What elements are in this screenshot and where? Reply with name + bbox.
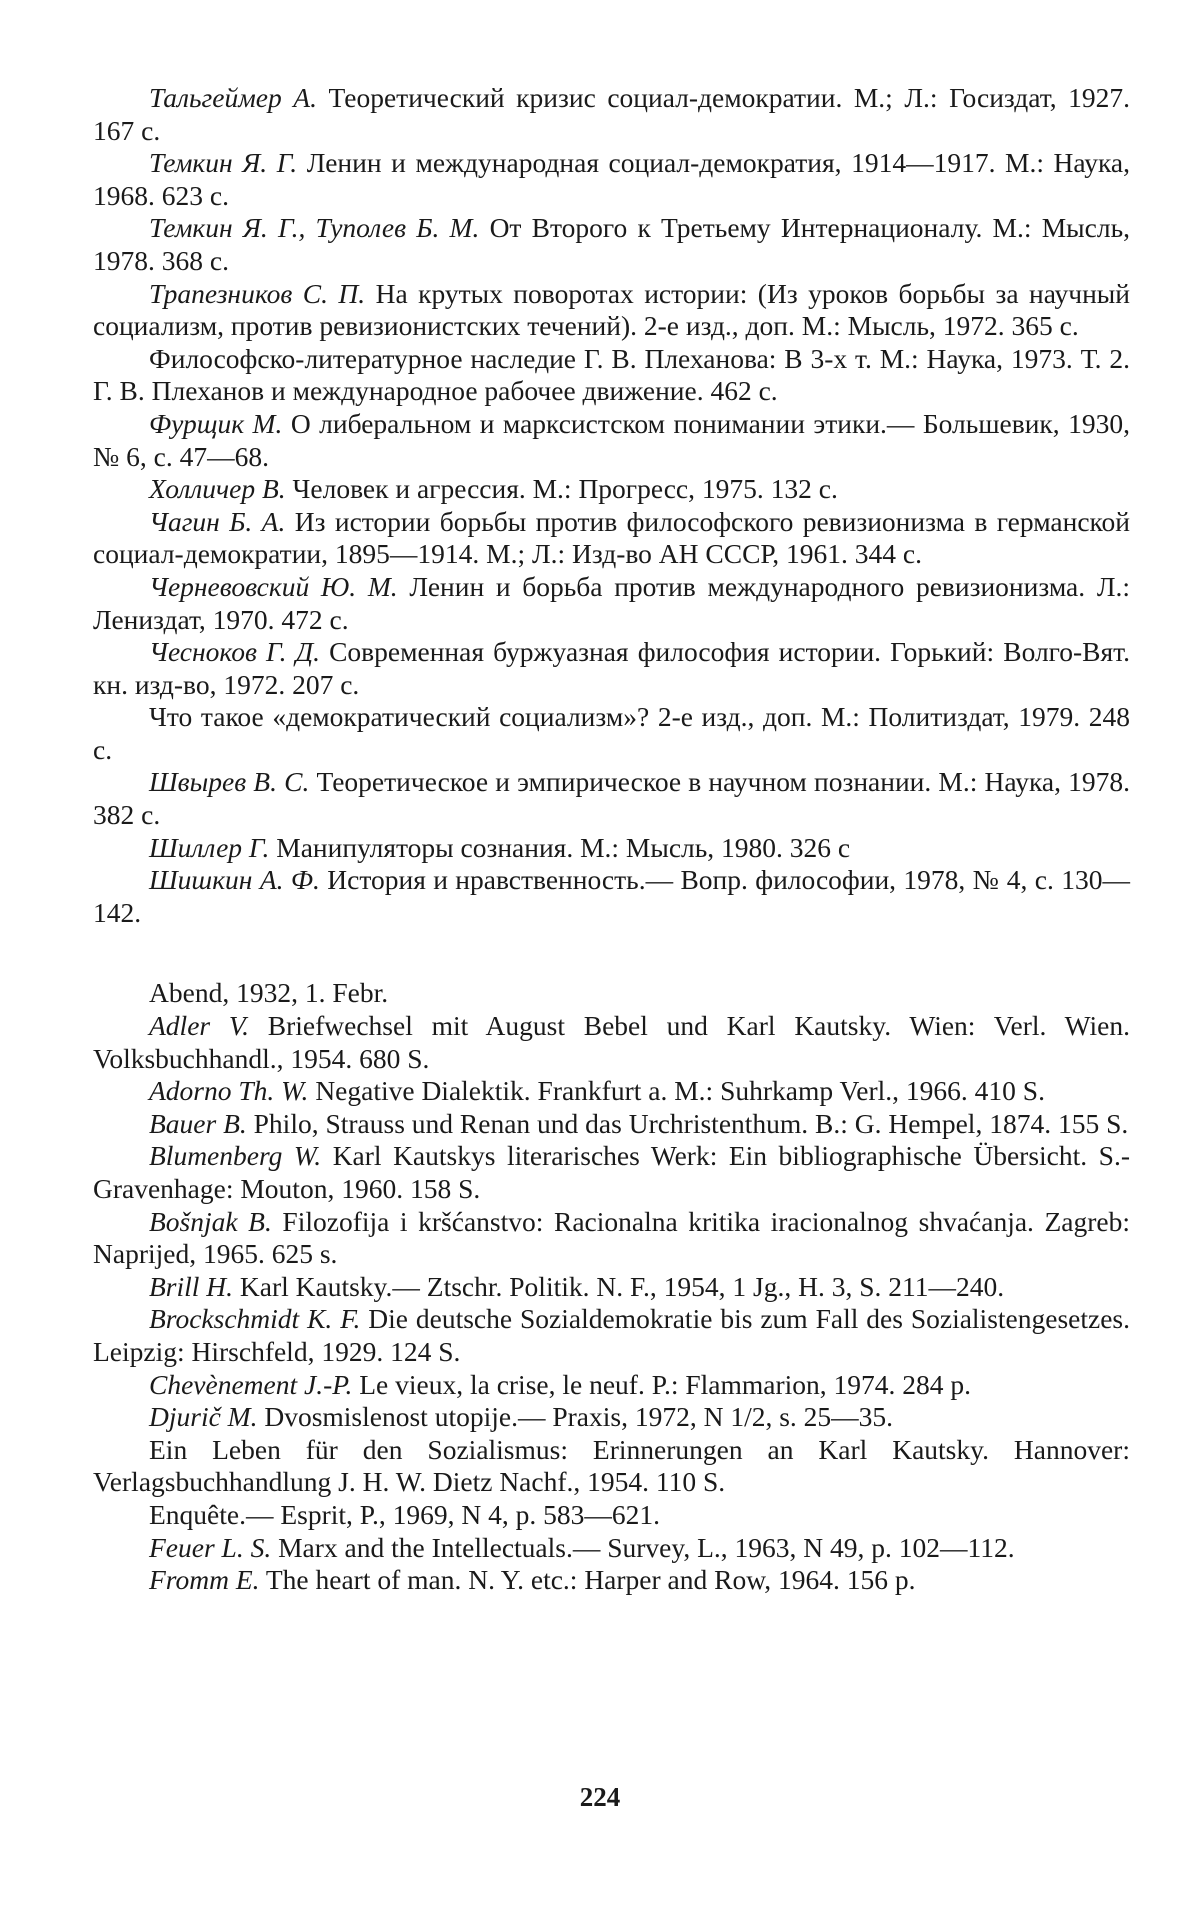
entry-author: Brill H. bbox=[149, 1270, 234, 1302]
entry-text: На крутых поворотах истории: (Из уроков борьбы за научный социализм, против ревизионистских течений). 2-е изд., доп. М.: Мысль, 1972. 365 с. bbox=[93, 277, 1130, 342]
reference-entry bbox=[93, 212, 1130, 277]
entry-author: Шишкин А. Ф. bbox=[149, 864, 320, 896]
entry-text: The heart of man. N. Y. etc.: Harper and Row, 1964. 156 p. bbox=[259, 1564, 916, 1596]
reference-entry bbox=[93, 832, 1130, 865]
entry-text: Что такое «демократический социализм»? 2-е изд., доп. М.: Политиздат, 1979. 248 с. bbox=[93, 701, 1130, 765]
entry-text: Filozofija i kršćanstvo: Racionalna kritika iracionalnog shvaćanja. Zagreb: Naprijed, 1965. 625 s. bbox=[93, 1205, 1131, 1270]
reference-entry bbox=[93, 571, 1130, 636]
entry-text: Современная буржуазная философия истории. Горький: Волго-Вят. кн. изд-во, 1972. 207 с. bbox=[93, 636, 1130, 700]
entry-author: Чагин Б. А. bbox=[149, 505, 286, 537]
entry-author: Темкин Я. Г., Туполев Б. М. bbox=[149, 212, 480, 244]
entry-text: Enquête.— Esprit, P., 1969, N 4, p. 583—621. bbox=[149, 1498, 661, 1530]
reference-entry bbox=[93, 977, 1130, 1010]
entry-text: Karl Kautskys literarisches Werk: Ein bibliographische Übersicht. S.-Gravenhage: Mouton, 1960. 158 S. bbox=[93, 1140, 1130, 1204]
entry-text: Karl Kautsky.— Ztschr. Politik. N. F., 1954, 1 Jg., H. 3, S. 211—240. bbox=[233, 1270, 1005, 1302]
reference-entry bbox=[93, 1499, 1130, 1532]
reference-entry bbox=[93, 1434, 1130, 1499]
foreign-references bbox=[93, 977, 1130, 1596]
entry-author: Adler V. bbox=[149, 1010, 249, 1042]
entry-author: Темкин Я. Г. bbox=[149, 147, 298, 179]
reference-entry bbox=[93, 1303, 1130, 1368]
reference-entry bbox=[93, 1401, 1130, 1434]
entry-text: Манипуляторы сознания. М.: Мысль, 1980. 326 с bbox=[269, 831, 851, 863]
reference-entry bbox=[93, 408, 1130, 473]
reference-entry bbox=[93, 864, 1130, 929]
entry-author: Трапезников С. П. bbox=[149, 277, 366, 309]
entry-text: Die deutsche Sozialdemokratie bis zum Fall des Sozialistengesetzes. Leipzig: Hirschfeld, 1929. 124 S. bbox=[93, 1303, 1130, 1367]
entry-text: Философско-литературное наследие Г. В. Плеханова: В 3-х т. М.: Наука, 1973. Т. 2. Г. В. Плеханов и международное рабочее движение. 462 с. bbox=[93, 342, 1130, 407]
entry-author: Черневовский Ю. М. bbox=[149, 570, 398, 602]
reference-entry bbox=[93, 506, 1130, 571]
entry-text: Abend, 1932, 1. Febr. bbox=[149, 977, 389, 1009]
reference-entry bbox=[93, 147, 1130, 212]
entry-text: От Второго к Третьему Интернационалу. М.: Мысль, 1978. 368 с. bbox=[93, 212, 1130, 276]
reference-entry bbox=[93, 766, 1130, 831]
entry-text: О либеральном и марксистском понимании этики.— Большевик, 1930, № 6, с. 47—68. bbox=[93, 407, 1130, 472]
reference-entry bbox=[93, 1010, 1130, 1075]
entry-text: Ленин и международная социал-демократия, 1914—1917. М.: Наука, 1968. 623 с. bbox=[93, 147, 1130, 211]
reference-entry bbox=[93, 1108, 1130, 1141]
entry-text: Negative Dialektik. Frankfurt a. M.: Suhrkamp Verl., 1966. 410 S. bbox=[308, 1075, 1045, 1107]
reference-entry bbox=[93, 1140, 1130, 1205]
entry-author: Bauer B. bbox=[149, 1107, 247, 1139]
reference-entry bbox=[93, 1206, 1130, 1271]
reference-entry bbox=[93, 636, 1130, 701]
reference-entry bbox=[93, 1271, 1130, 1304]
reference-entry bbox=[93, 278, 1130, 343]
entry-text: Ленин и борьба против международного ревизионизма. Л.: Лениздат, 1970. 472 с. bbox=[93, 570, 1130, 635]
entry-author: Тальгеймер А. bbox=[149, 82, 317, 113]
entry-text: Marx and the Intellectuals.— Survey, L., 1963, N 49, p. 102—112. bbox=[271, 1531, 1015, 1563]
entry-author: Холличер В. bbox=[149, 473, 286, 505]
bibliography-page bbox=[93, 82, 1130, 1597]
entry-text: Теоретическое и эмпирическое в научном познании. М.: Наука, 1978. 382 с. bbox=[93, 766, 1130, 831]
entry-text: Человек и агрессия. М.: Прогресс, 1975. 132 с. bbox=[285, 473, 838, 505]
reference-entry bbox=[93, 1564, 1130, 1597]
entry-author: Bošnjak B. bbox=[149, 1205, 272, 1237]
reference-entry bbox=[93, 473, 1130, 506]
entry-author: Adorno Th. W. bbox=[149, 1075, 309, 1107]
entry-text: Теоретический кризис социал-демократии. М.; Л.: Госиздат, 1927. 167 с. bbox=[93, 82, 1130, 146]
reference-entry bbox=[93, 1075, 1130, 1108]
entry-author: Brockschmidt K. F. bbox=[149, 1303, 361, 1335]
entry-author: Fromm E. bbox=[149, 1564, 260, 1596]
entry-author: Djurič M. bbox=[149, 1401, 258, 1433]
reference-entry bbox=[93, 701, 1130, 766]
entry-author: Фурщик М. bbox=[149, 407, 283, 439]
entry-author: Feuer L. S. bbox=[149, 1531, 272, 1563]
section-gap bbox=[93, 929, 1130, 977]
entry-author: Чесноков Г. Д. bbox=[149, 636, 320, 668]
entry-text: Из истории борьбы против философского ревизионизма в германской социал-демократии, 1895—1914. М.; Л.: Изд-во АН СССР, 1961. 344 с. bbox=[93, 505, 1130, 570]
reference-entry bbox=[93, 1369, 1130, 1402]
entry-author: Blumenberg W. bbox=[149, 1140, 322, 1172]
page-number: 224 bbox=[579, 1782, 621, 1812]
reference-entry bbox=[93, 343, 1130, 408]
entry-text: История и нравственность.— Вопр. философии, 1978, № 4, с. 130—142. bbox=[93, 864, 1130, 928]
reference-entry bbox=[93, 1532, 1130, 1565]
entry-author: Шиллер Г. bbox=[149, 831, 270, 863]
entry-text: Ein Leben für den Sozialismus: Erinnerungen an Karl Kautsky. Hannover: Verlagsbuchhandlung J. H. W. Dietz Nachf., 1954. 110 S. bbox=[93, 1433, 1130, 1498]
reference-entry bbox=[93, 82, 1130, 147]
russian-references bbox=[93, 82, 1130, 929]
entry-text: Le vieux, la crise, le neuf. P.: Flammarion, 1974. 284 p. bbox=[352, 1368, 972, 1400]
entry-text: Philo, Strauss und Renan und das Urchristenthum. B.: G. Hempel, 1874. 155 S. bbox=[246, 1107, 1129, 1139]
entry-author: Швырев В. С. bbox=[149, 766, 310, 798]
entry-text: Briefwechsel mit August Bebel und Karl Kautsky. Wien: Verl. Wien. Volksbuchhandl., 1954. 680 S. bbox=[93, 1010, 1130, 1074]
entry-author: Chevènement J.-P. bbox=[149, 1368, 353, 1400]
entry-text: Dvosmislenost utopije.— Praxis, 1972, N 1/2, s. 25—35. bbox=[257, 1401, 894, 1433]
